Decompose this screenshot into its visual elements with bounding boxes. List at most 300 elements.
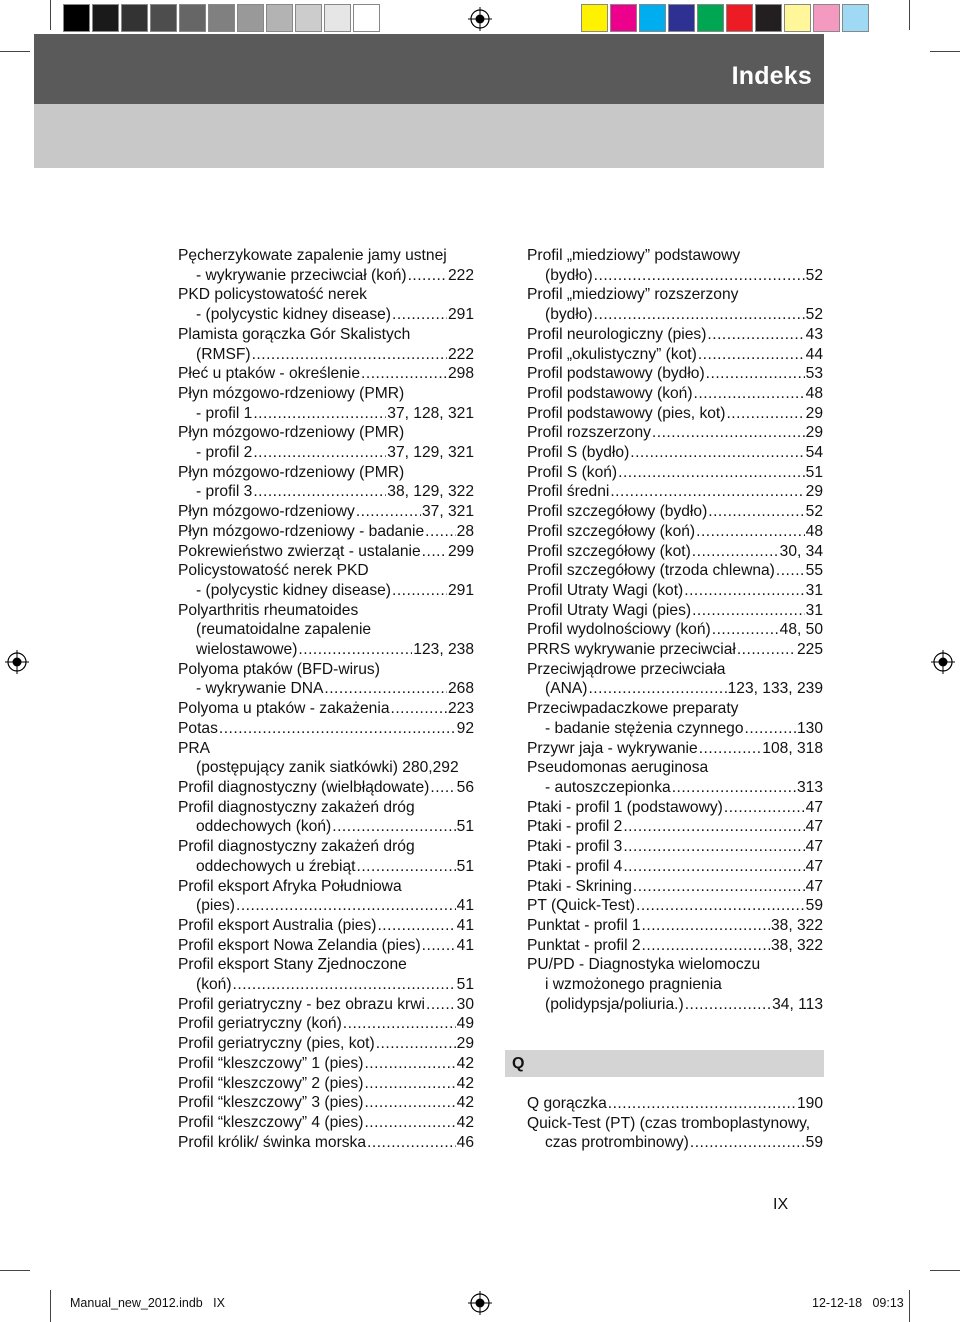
index-entry	[527, 1094, 823, 1114]
index-entry	[178, 1074, 474, 1094]
dot-leader	[672, 778, 796, 798]
dot-leader	[392, 305, 447, 325]
index-entry	[527, 384, 823, 404]
index-entry-term: i wzmożonego pragnienia	[545, 976, 722, 994]
index-entry-term: Ptaki - profil 4	[527, 857, 623, 875]
index-entry-term: Polyarthritis rheumatoides	[178, 601, 359, 619]
dot-leader	[426, 995, 456, 1015]
dot-leader	[696, 522, 805, 542]
index-entry-term: - autoszczepionka	[545, 778, 671, 796]
index-entry-page: 38, 129, 322	[387, 483, 474, 501]
index-entry-term: Płyn mózgowo-rdzeniowy - badanie	[178, 522, 425, 540]
index-entry	[527, 660, 823, 680]
index-entry-term: Przywr jaja - wykrywanie	[527, 739, 698, 757]
index-entry-page: 268	[447, 680, 474, 698]
index-entry-page: 51	[805, 463, 823, 481]
index-entry-term: Profil Utraty Wagi (pies)	[527, 601, 692, 619]
index-entry	[527, 620, 823, 640]
index-entry	[527, 995, 823, 1015]
index-entry-term: oddechowych (koń)	[196, 818, 332, 836]
index-entry	[178, 896, 474, 916]
index-entry-term: Profil Utraty Wagi (kot)	[527, 581, 684, 599]
color-swatch	[784, 4, 811, 32]
crop-mark	[0, 1270, 30, 1271]
dot-leader	[726, 404, 804, 424]
dot-leader	[391, 699, 447, 719]
index-entry-term: (reumatoidalne zapalenie	[196, 621, 372, 639]
index-entry-term: Profil rozszerzony	[527, 424, 651, 442]
index-entry-page: 42	[456, 1113, 474, 1131]
index-entry-page: 222	[447, 266, 474, 284]
dot-leader	[630, 443, 804, 463]
grayscale-color-bar	[63, 4, 382, 34]
index-entry	[178, 384, 474, 404]
index-entry-page: 29	[805, 404, 823, 422]
index-entry	[178, 443, 474, 463]
index-entry-page: 43	[805, 325, 823, 343]
index-entry-page: 59	[805, 897, 823, 915]
index-entry	[178, 817, 474, 837]
index-entry-page: 42	[456, 1054, 474, 1072]
dot-leader	[367, 1133, 456, 1153]
index-entry-term: Profil wydolnościowy (koń)	[527, 621, 711, 639]
index-entry-term: Profil podstawowy (pies, kot)	[527, 404, 726, 422]
index-column-right	[527, 246, 823, 1014]
dot-leader	[623, 837, 804, 857]
index-entry	[178, 620, 474, 640]
crop-mark	[930, 1270, 960, 1271]
dot-leader	[594, 305, 805, 325]
index-entry	[527, 975, 823, 995]
color-swatch	[581, 4, 608, 32]
dot-leader	[588, 679, 726, 699]
dot-leader	[707, 325, 804, 345]
dot-leader	[364, 1113, 455, 1133]
dot-leader	[332, 817, 455, 837]
index-entry-term: Profil szczegółowy (trzoda chlewna)	[527, 562, 775, 580]
color-swatch	[639, 4, 666, 32]
index-entry-term: (RMSF)	[196, 345, 251, 363]
index-entry	[178, 561, 474, 581]
index-entry-page: 47	[805, 838, 823, 856]
color-swatch	[668, 4, 695, 32]
index-entry-term: Ptaki - profil 3	[527, 838, 623, 856]
dot-leader	[623, 857, 804, 877]
index-entry-term: - (polycystic kidney disease)	[196, 581, 391, 599]
index-entry-page: 225	[796, 641, 823, 659]
index-entry-term: Pseudomonas aeruginosa	[527, 759, 709, 777]
crop-mark	[50, 0, 51, 30]
index-entry	[527, 837, 823, 857]
dot-leader	[724, 798, 805, 818]
index-entry-term: Ptaki - profil 2	[527, 818, 623, 836]
index-entry	[527, 305, 823, 325]
index-entry	[178, 1133, 474, 1153]
dot-leader	[642, 916, 770, 936]
index-entry	[527, 581, 823, 601]
index-entry	[178, 719, 474, 739]
index-entry-term: Profil diagnostyczny (wielbłądowate)	[178, 778, 430, 796]
index-entry-term: Profil “kleszczowy” 4 (pies)	[178, 1113, 364, 1131]
index-entry	[178, 522, 474, 542]
index-entry-term: - profil 3	[196, 483, 253, 501]
registration-mark-icon	[931, 650, 955, 674]
index-entry	[527, 896, 823, 916]
dot-leader	[636, 896, 805, 916]
index-entry-term: Profil królik/ świnka morska	[178, 1133, 367, 1151]
index-entry-term: Profil podstawowy (koń)	[527, 384, 693, 402]
index-entry	[527, 502, 823, 522]
index-entry-term: Profil szczegółowy (kot)	[527, 542, 691, 560]
index-entry-term: (pies)	[196, 897, 235, 915]
registration-mark-icon	[468, 7, 492, 31]
index-entry-term: Profil S (bydło)	[527, 444, 630, 462]
index-entry	[527, 423, 823, 443]
color-swatch	[324, 4, 351, 32]
index-entry-term: (bydło)	[545, 266, 593, 284]
index-entry	[527, 522, 823, 542]
index-entry	[178, 739, 474, 759]
index-entry-term: Pęcherzykowate zapalenie jamy ustnej	[178, 247, 447, 264]
index-entry-page: 37, 128, 321	[387, 404, 474, 422]
index-entry-term: Profil S (koń)	[527, 463, 618, 481]
index-entry	[527, 817, 823, 837]
index-entry	[178, 1034, 474, 1054]
index-entry-page: 29	[456, 1035, 474, 1053]
index-entry-page: 47	[805, 818, 823, 836]
color-swatch	[697, 4, 724, 32]
index-entry	[527, 542, 823, 562]
index-entry-page: 31	[805, 581, 823, 599]
index-entry-page: 299	[447, 542, 474, 560]
dot-leader	[364, 1093, 455, 1113]
index-entry	[178, 502, 474, 522]
index-entry-term: PRA	[178, 739, 211, 757]
color-swatch	[842, 4, 869, 32]
index-entry-term: Profil “kleszczowy” 3 (pies)	[178, 1094, 364, 1112]
index-entry-page: 47	[805, 877, 823, 895]
index-entry	[527, 699, 823, 719]
dot-leader	[708, 502, 804, 522]
dot-leader	[685, 995, 771, 1015]
dot-leader	[236, 896, 456, 916]
index-entry-page: 41	[456, 936, 474, 954]
dot-leader	[298, 640, 412, 660]
index-entry-term: Profil neurologiczny (pies)	[527, 325, 707, 343]
header-dark-band	[34, 34, 824, 104]
index-entry-page: 108, 318	[762, 739, 823, 757]
index-entry	[178, 325, 474, 345]
index-entry-page: 298	[447, 365, 474, 383]
index-entry-term: Polyoma ptaków (BFD-wirus)	[178, 660, 380, 678]
index-entry-term: Profil „miedziowy” podstawowy	[527, 247, 741, 264]
index-entry-page: 222	[447, 345, 474, 363]
index-entry-term: wielostawowe)	[196, 641, 298, 659]
index-entry-page: 223	[447, 700, 474, 718]
index-entry-page: 30, 34	[779, 542, 823, 560]
index-entry-term: (polidypsja/poliuria.)	[545, 995, 684, 1013]
color-swatch	[237, 4, 264, 32]
page-title: Indeks	[731, 62, 812, 90]
color-swatch	[610, 4, 637, 32]
color-swatch	[179, 4, 206, 32]
index-entry	[527, 601, 823, 621]
index-entry-page: 313	[796, 778, 823, 796]
dot-leader	[652, 423, 805, 443]
index-entry-term: (koń)	[196, 976, 232, 994]
index-entry-page: 29	[805, 424, 823, 442]
dot-leader	[684, 581, 804, 601]
index-entry-term: PU/PD - Diagnostyka wielomoczu	[527, 956, 761, 974]
index-entry	[178, 857, 474, 877]
index-entry-term: Profil eksport Australia (pies)	[178, 916, 377, 934]
color-swatch	[121, 4, 148, 32]
section-header-q: Q	[505, 1050, 824, 1077]
index-entry-page: 53	[805, 365, 823, 383]
footer-timestamp: 12-12-18 09:13	[812, 1296, 904, 1310]
dot-leader	[618, 463, 805, 483]
index-entry-page: 51	[456, 976, 474, 994]
dot-leader	[745, 719, 796, 739]
index-entry-term: Pokrewieństwo zwierząt - ustalanie	[178, 542, 421, 560]
dot-leader	[694, 384, 805, 404]
color-swatch	[295, 4, 322, 32]
index-entry-page: 49	[456, 1015, 474, 1033]
index-entry-term: Profil geriatryczny (pies, kot)	[178, 1035, 375, 1053]
index-entry-term: - profil 2	[196, 444, 253, 462]
index-entry-page: 55	[805, 562, 823, 580]
index-entry-term: Profil eksport Stany Zjednoczone	[178, 956, 407, 974]
index-entry-term: PT (Quick-Test)	[527, 897, 636, 915]
index-entry	[527, 936, 823, 956]
index-entry	[178, 285, 474, 305]
dot-leader	[324, 679, 447, 699]
footer-file-info: Manual_new_2012.indb IX	[70, 1296, 225, 1310]
index-entry	[178, 679, 474, 699]
dot-leader	[623, 817, 804, 837]
dot-leader	[233, 975, 456, 995]
index-entry	[527, 561, 823, 581]
index-entry-page: 48	[805, 384, 823, 402]
color-swatch	[755, 4, 782, 32]
index-entry-page: 30	[456, 995, 474, 1013]
index-entry-page: 51	[456, 818, 474, 836]
color-swatch	[92, 4, 119, 32]
index-entry-term: Profil szczegółowy (bydło)	[527, 503, 708, 521]
index-entry-term: Płyn mózgowo-rdzeniowy (PMR)	[178, 424, 405, 442]
dot-leader	[776, 561, 805, 581]
index-entry-term: Potas	[178, 719, 218, 737]
index-entry	[178, 482, 474, 502]
index-entry	[178, 936, 474, 956]
index-entry-term: Profil eksport Afryka Południowa	[178, 877, 402, 895]
crop-mark	[909, 1290, 910, 1322]
color-swatch	[266, 4, 293, 32]
index-entry-term: Profil “kleszczowy” 2 (pies)	[178, 1074, 364, 1092]
index-entry-page: 52	[805, 266, 823, 284]
index-entry-term: Profil „miedziowy” rozszerzony	[527, 286, 739, 304]
index-entry-term: Profil “kleszczowy” 1 (pies)	[178, 1054, 364, 1072]
index-entry-page: 190	[796, 1095, 823, 1112]
index-entry-term: Polyoma u ptaków - zakażenia	[178, 700, 390, 718]
index-entry	[178, 1014, 474, 1034]
dot-leader	[690, 1133, 805, 1153]
crop-mark	[909, 0, 910, 30]
dot-leader	[422, 936, 456, 956]
index-entry	[178, 246, 474, 266]
index-entry	[527, 758, 823, 778]
index-entry	[178, 640, 474, 660]
index-entry-term: - wykrywanie przeciwciał (koń)	[196, 266, 407, 284]
index-entry	[527, 246, 823, 266]
dot-leader	[377, 916, 455, 936]
process-color-bar	[581, 4, 871, 34]
dot-leader	[699, 739, 762, 759]
index-entry-page: 41	[456, 916, 474, 934]
dot-leader	[712, 620, 779, 640]
index-entry	[178, 699, 474, 719]
index-entry-term: Profil podstawowy (bydło)	[527, 365, 705, 383]
index-entry-page: 48, 50	[779, 621, 823, 639]
index-entry-term: Punktat - profil 1	[527, 916, 641, 934]
dot-leader	[219, 719, 456, 739]
index-entry-term: Płyn mózgowo-rdzeniowy (PMR)	[178, 463, 405, 481]
index-entry-page: 51	[456, 857, 474, 875]
index-entry	[527, 640, 823, 660]
index-entry	[178, 463, 474, 483]
index-entry-page: 123, 238	[413, 641, 474, 659]
index-entry	[178, 305, 474, 325]
index-entry-term: Płyn mózgowo-rdzeniowy	[178, 503, 355, 521]
index-entry-page: 56	[456, 778, 474, 796]
page-number: IX	[773, 1196, 789, 1213]
index-entry-page: 42	[456, 1094, 474, 1112]
index-entry	[527, 325, 823, 345]
index-entry	[527, 285, 823, 305]
index-entry-term: Profil geriatryczny - bez obrazu krwi	[178, 995, 425, 1013]
index-entry-page: 92	[456, 719, 474, 737]
index-entry-page: 31	[805, 601, 823, 619]
index-entry	[178, 660, 474, 680]
index-entry-page: 123, 133, 239	[727, 680, 823, 698]
index-entry-term: PKD policystowatość nerek	[178, 286, 367, 304]
index-entry-page: 48	[805, 522, 823, 540]
index-entry-term: Policystowatość nerek PKD	[178, 562, 369, 580]
index-entry-term: (bydło)	[545, 306, 593, 324]
index-entry-term: Quick-Test (PT) (czas tromboplastynowy,	[527, 1114, 811, 1132]
index-entry-page: 37, 321	[421, 503, 474, 521]
dot-leader	[610, 482, 804, 502]
index-column-left	[178, 246, 474, 1152]
index-entry	[178, 581, 474, 601]
index-entry-term: Profil szczegółowy (koń)	[527, 522, 696, 540]
index-entry-page: 37, 129, 321	[387, 444, 474, 462]
index-entry	[527, 877, 823, 897]
color-swatch	[353, 4, 380, 32]
index-entry-term: PRRS wykrywanie przeciwciał	[527, 641, 736, 659]
index-entry-term: czas protrombinowy)	[545, 1134, 689, 1152]
index-entry-term: Przeciwpadaczkowe preparaty	[527, 700, 739, 718]
dot-leader	[692, 542, 779, 562]
index-entry-page: 130	[796, 719, 823, 737]
index-entry	[178, 1113, 474, 1133]
dot-leader	[425, 522, 455, 542]
dot-leader	[343, 1014, 456, 1034]
index-entry	[178, 916, 474, 936]
index-entry	[178, 975, 474, 995]
index-entry	[527, 857, 823, 877]
index-entry	[527, 916, 823, 936]
crop-mark	[0, 51, 30, 52]
dot-leader	[361, 364, 447, 384]
index-entry	[178, 404, 474, 424]
dot-leader	[408, 266, 447, 286]
index-entry	[178, 266, 474, 286]
index-entry-term: Profil eksport Nowa Zelandia (pies)	[178, 936, 421, 954]
index-entry-page: 38, 322	[770, 936, 823, 954]
dot-leader	[706, 364, 805, 384]
dot-leader	[392, 581, 447, 601]
dot-leader	[692, 601, 805, 621]
index-entry	[527, 364, 823, 384]
index-entry-term: Profil diagnostyczny zakażeń dróg	[178, 838, 415, 856]
dot-leader	[253, 443, 386, 463]
index-entry	[527, 955, 823, 975]
index-entry-term: Profil geriatryczny (koń)	[178, 1015, 342, 1033]
color-swatch	[813, 4, 840, 32]
index-entry	[527, 798, 823, 818]
index-entry	[178, 1054, 474, 1074]
index-entry	[527, 1114, 823, 1134]
index-entry-page: 46	[456, 1133, 474, 1151]
index-entry-page: 52	[805, 503, 823, 521]
index-entry	[527, 482, 823, 502]
index-entry-page: 38, 322	[770, 916, 823, 934]
index-entry	[178, 798, 474, 818]
index-entry-term: (postępujący zanik siatkówki) 280,292	[196, 759, 459, 777]
index-entry-term: Plamista gorączka Gór Skalistych	[178, 325, 411, 343]
color-swatch	[208, 4, 235, 32]
index-entry	[527, 345, 823, 365]
color-swatch	[63, 4, 90, 32]
index-entry-term: Profil średni	[527, 483, 610, 501]
dot-leader	[430, 778, 455, 798]
index-entry-term: Profil „okulistyczny” (kot)	[527, 345, 697, 363]
index-entry	[178, 345, 474, 365]
index-entry-page: 291	[447, 306, 474, 324]
index-entry-term: Punktat - profil 2	[527, 936, 641, 954]
index-entry	[527, 679, 823, 699]
index-entry-page: 44	[805, 345, 823, 363]
dot-leader	[737, 640, 796, 660]
index-entry	[178, 837, 474, 857]
index-entry-term: Ptaki - Skrining	[527, 877, 632, 895]
index-entry-term: Przeciwjądrowe przeciwciała	[527, 660, 726, 678]
index-entry-term: - profil 1	[196, 404, 253, 422]
index-entry	[178, 1093, 474, 1113]
index-entry	[178, 877, 474, 897]
index-entry-page: 54	[805, 444, 823, 462]
crop-mark	[50, 1290, 51, 1322]
dot-leader	[376, 1034, 456, 1054]
index-entry-term: Profil diagnostyczny zakażeń dróg	[178, 798, 415, 816]
index-entry	[178, 542, 474, 562]
index-entry-term: (ANA)	[545, 680, 588, 698]
index-entry-term: Płyn mózgowo-rdzeniowy (PMR)	[178, 384, 405, 402]
index-entry-page: 47	[805, 798, 823, 816]
index-entry-page: 42	[456, 1074, 474, 1092]
color-swatch	[726, 4, 753, 32]
